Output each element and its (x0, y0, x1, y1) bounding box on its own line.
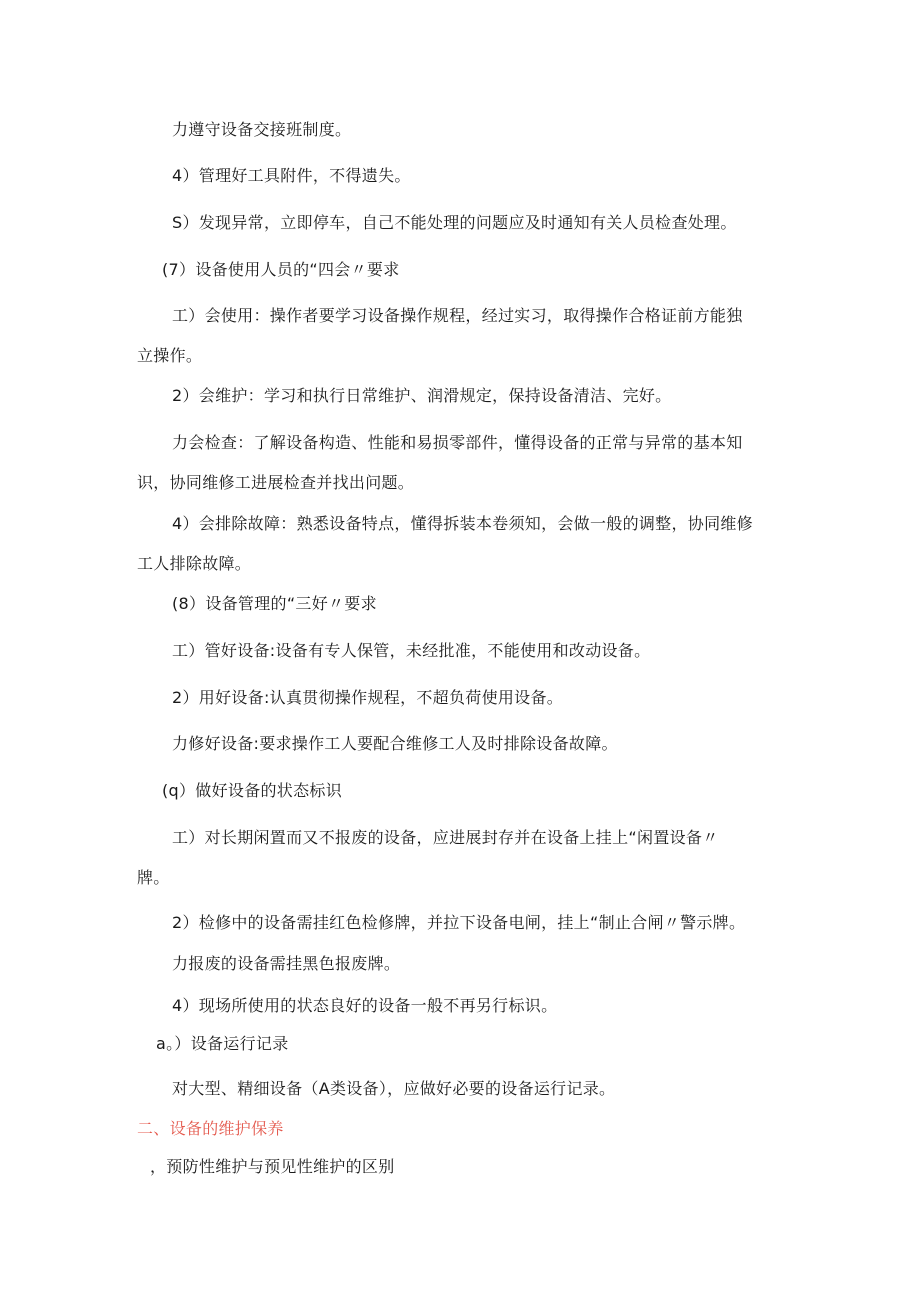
paragraph-line: 识，协同维修工进展检查并找出问题。 (137, 473, 415, 492)
paragraph-line: S）发现异常，立即停车，自己不能处理的问题应及时通知有关人员检查处理。 (172, 213, 737, 232)
paragraph-line: 工人排除故障。 (137, 554, 252, 573)
paragraph-line: 2）会维护：学习和执行日常维护、润滑规定，保持设备清洁、完好。 (172, 386, 672, 405)
paragraph-line: 4）现场所使用的状态良好的设备一般不再另行标识。 (172, 996, 558, 1015)
section-heading-9: (q）做好设备的状态标识 (162, 781, 342, 800)
chapter-heading: 二、设备的维护保养 (137, 1119, 284, 1138)
section-heading-8: (8）设备管理的“三好〃要求 (172, 594, 377, 613)
paragraph-line: 对大型、精细设备（A类设备），应做好必要的设备运行记录。 (172, 1079, 616, 1098)
paragraph-line: 立操作。 (137, 346, 203, 365)
paragraph-line: 4）管理好工具附件，不得遗失。 (172, 166, 411, 185)
paragraph-line: 工）管好设备:设备有专人保管，未经批准，不能使用和改动设备。 (172, 641, 651, 660)
subheading: ，预防性维护与预见性维护的区别 (150, 1157, 395, 1176)
paragraph-line: 工）对长期闲置而又不报废的设备，应进展封存并在设备上挂上“闲置设备〃 (172, 828, 719, 847)
paragraph-line: 工）会使用：操作者要学习设备操作规程，经过实习，取得操作合格证前方能独 (172, 306, 743, 325)
paragraph-line: 牌。 (137, 868, 170, 887)
paragraph-line: 2）检修中的设备需挂红色检修牌，并拉下设备电闸，挂上“制止合闸〃警示牌。 (172, 913, 746, 932)
section-heading-10: a。）设备运行记录 (156, 1034, 289, 1053)
paragraph-line: 力修好设备:要求操作工人要配合维修工人及时排除设备故障。 (172, 734, 618, 753)
paragraph-line: 4）会排除故障：熟悉设备特点，懂得拆装本卷须知，会做一般的调整，协同维修 (172, 514, 753, 533)
paragraph-line: 2）用好设备:认真贯彻操作规程，不超负荷使用设备。 (172, 688, 564, 707)
section-heading-7: (7）设备使用人员的“四会〃要求 (162, 260, 400, 279)
paragraph-line: 力会检查：了解设备构造、性能和易损零部件，懂得设备的正常与异常的基本知 (172, 433, 743, 452)
paragraph-line: 力报废的设备需挂黑色报废牌。 (172, 954, 401, 973)
paragraph-line: 力遵守设备交接班制度。 (172, 120, 352, 139)
